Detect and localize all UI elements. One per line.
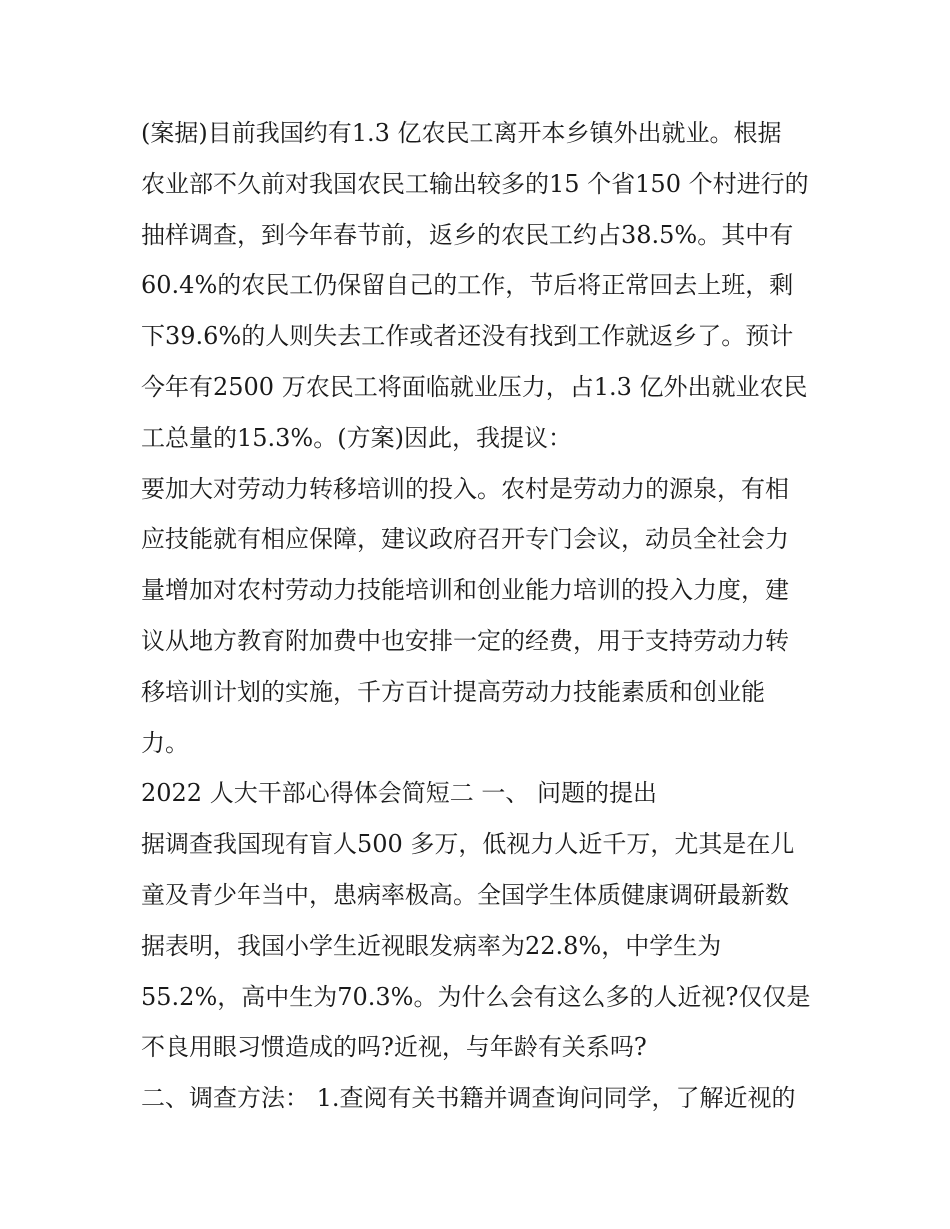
text-line-15: 据调查我国现有盲人500 多万，低视力人近千万，尤其是在儿	[141, 830, 795, 859]
text-line-9: 应技能就有相应保障，建议政府召开专门会议，动员全社会力	[141, 525, 789, 554]
text-line-11: 议从地方教育附加费中也安排一定的经费，用于支持劳动力转	[141, 626, 789, 655]
section-heading: 2022 人大干部心得体会简短二 一、 问题的提出	[141, 779, 657, 808]
text-line-20: 二、调查方法： 1.查阅有关书籍并调查询问同学，了解近视的	[141, 1084, 796, 1113]
text-line-13: 力。	[141, 728, 189, 757]
text-line-19: 不良用眼习惯造成的吗?近视，与年龄有关系吗?	[141, 1033, 647, 1062]
document-body	[141, 108, 821, 1124]
text-line-18: 55.2%，高中生为70.3%。为什么会有这么多的人近视?仅仅是	[141, 982, 811, 1011]
text-line-17: 据表明，我国小学生近视眼发病率为22.8%，中学生为	[141, 931, 722, 960]
text-line-10: 量增加对农村劳动力技能培训和创业能力培训的投入力度，建	[141, 576, 789, 605]
text-line-8: 要加大对劳动力转移培训的投入。农村是劳动力的源泉，有相	[141, 474, 789, 503]
text-line-7: 工总量的15.3%。(方案)因此，我提议：	[141, 423, 572, 452]
text-line-12: 移培训计划的实施，千方百计提高劳动力技能素质和创业能	[141, 677, 765, 706]
text-line-16: 童及青少年当中，患病率极高。全国学生体质健康调研最新数	[141, 880, 789, 909]
text-line-4: 60.4%的农民工仍保留自己的工作，节后将正常回去上班，剩	[141, 271, 794, 300]
text-line-5: 下39.6%的人则失去工作或者还没有找到工作就返乡了。预计	[141, 322, 794, 351]
text-line-3: 抽样调查，到今年春节前，返乡的农民工约占38.5%。其中有	[141, 220, 794, 249]
text-line-1: (案据)目前我国约有1.3 亿农民工离开本乡镇外出就业。根据	[141, 119, 782, 147]
text-line-2: 农业部不久前对我国农民工输出较多的15 个省150 个村进行的	[141, 169, 809, 198]
text-line-6: 今年有2500 万农民工将面临就业压力，占1.3 亿外出就业农民	[141, 372, 808, 401]
